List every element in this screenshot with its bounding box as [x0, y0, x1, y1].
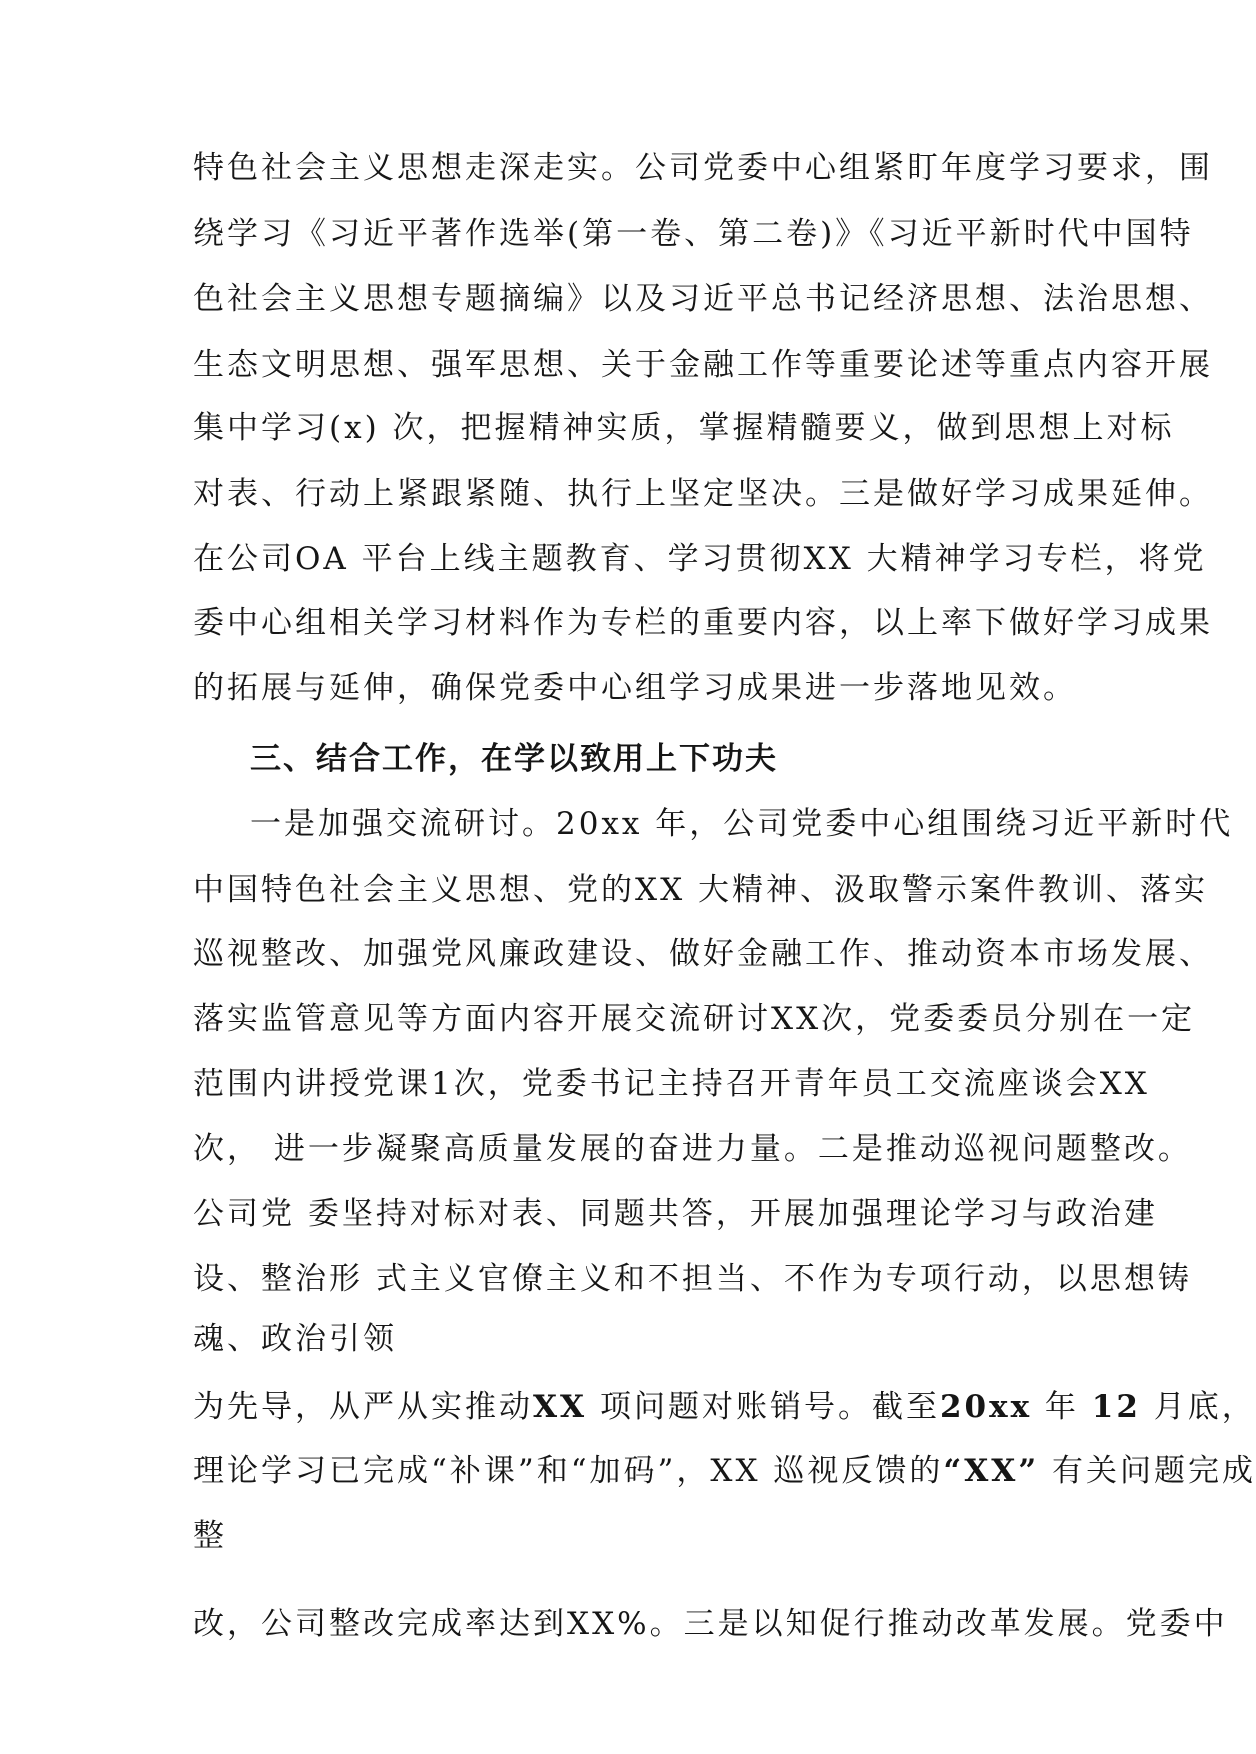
paragraph-2-line-8: 设、整治形 式主义官僚主义和不担当、不作为专项行动，以思想铸 — [193, 1261, 1192, 1297]
paragraph-2-line-6: 次， 进一步凝聚高质量发展的奋进力量。二是推动巡视问题整改。 — [193, 1131, 1192, 1167]
paragraph-1-line-8: 委中心组相关学习材料作为专栏的重要内容，以上率下做好学习成果 — [193, 605, 1213, 641]
paragraph-1-line-1: 特色社会主义思想走深走实。公司党委中心组紧盯年度学习要求，围 — [193, 150, 1213, 186]
line-20-text-2: 项问题对账销号。截至 — [587, 1389, 940, 1425]
line-20-bold-1: XX — [533, 1389, 588, 1425]
paragraph-2-line-3: 巡视整改、加强党风廉政建设、做好金融工作、推动资本市场发展、 — [193, 936, 1213, 972]
paragraph-2-line-9: 魂、政治引领 — [193, 1321, 397, 1357]
line-21-bold-1: “XX” — [943, 1453, 1040, 1489]
paragraph-2-line-1: 一是加强交流研讨。20xx 年，公司党委中心组围绕习近平新时代 — [250, 806, 1234, 842]
paragraph-2-line-12: 整 — [193, 1518, 227, 1554]
paragraph-2-line-2: 中国特色社会主义思想、党的XX 大精神、汲取警示案件教训、落实 — [193, 872, 1208, 908]
paragraph-1-line-2: 绕学习《习近平著作选举(第一卷、第二卷)》《习近平新时代中国特 — [193, 216, 1194, 252]
paragraph-2-line-11 — [193, 1451, 1256, 1491]
line-20-text-4: 月底， — [1140, 1389, 1256, 1425]
paragraph-1-line-3: 色社会主义思想专题摘编》以及习近平总书记经济思想、法治思想、 — [193, 281, 1213, 317]
paragraph-2-line-10 — [193, 1387, 1256, 1427]
paragraph-1-line-9: 的拓展与延伸，确保党委中心组学习成果进一步落地见效。 — [193, 670, 1077, 706]
paragraph-1-line-7: 在公司OA 平台上线主题教育、学习贯彻XX 大精神学习专栏，将党 — [193, 541, 1207, 577]
paragraph-2-line-4: 落实监管意见等方面内容开展交流研讨XX次，党委委员分别在一定 — [193, 1001, 1196, 1037]
paragraph-2-line-5: 范围内讲授党课1次，党委书记主持召开青年员工交流座谈会XX — [193, 1066, 1150, 1102]
line-21-text-1: 理论学习已完成“补课”和“加码”，XX 巡视反馈的 — [193, 1453, 944, 1489]
line-20-bold-2: 20xx — [939, 1389, 1033, 1425]
line-20-bold-3: 12 — [1091, 1389, 1141, 1425]
line-20-text-1: 为先导，从严从实推动 — [193, 1389, 533, 1425]
section-heading: 三、结合工作，在学以致用上下功夫 — [250, 741, 778, 777]
paragraph-1-line-4: 生态文明思想、强军思想、关于金融工作等重要论述等重点内容开展 — [193, 347, 1213, 383]
line-21-text-2: 有关问题完成 — [1039, 1453, 1256, 1489]
line-20-text-3: 年 — [1032, 1389, 1092, 1425]
paragraph-2-line-7: 公司党 委坚持对标对表、同题共答，开展加强理论学习与政治建 — [193, 1196, 1158, 1232]
paragraph-1-line-6: 对表、行动上紧跟紧随、执行上坚定坚决。三是做好学习成果延伸。 — [193, 476, 1213, 512]
paragraph-2-line-13: 改，公司整改完成率达到XX%。三是以知促行推动改革发展。党委中 — [193, 1606, 1228, 1642]
paragraph-1-line-5: 集中学习(x) 次，把握精神实质，掌握精髓要义，做到思想上对标 — [193, 410, 1175, 446]
